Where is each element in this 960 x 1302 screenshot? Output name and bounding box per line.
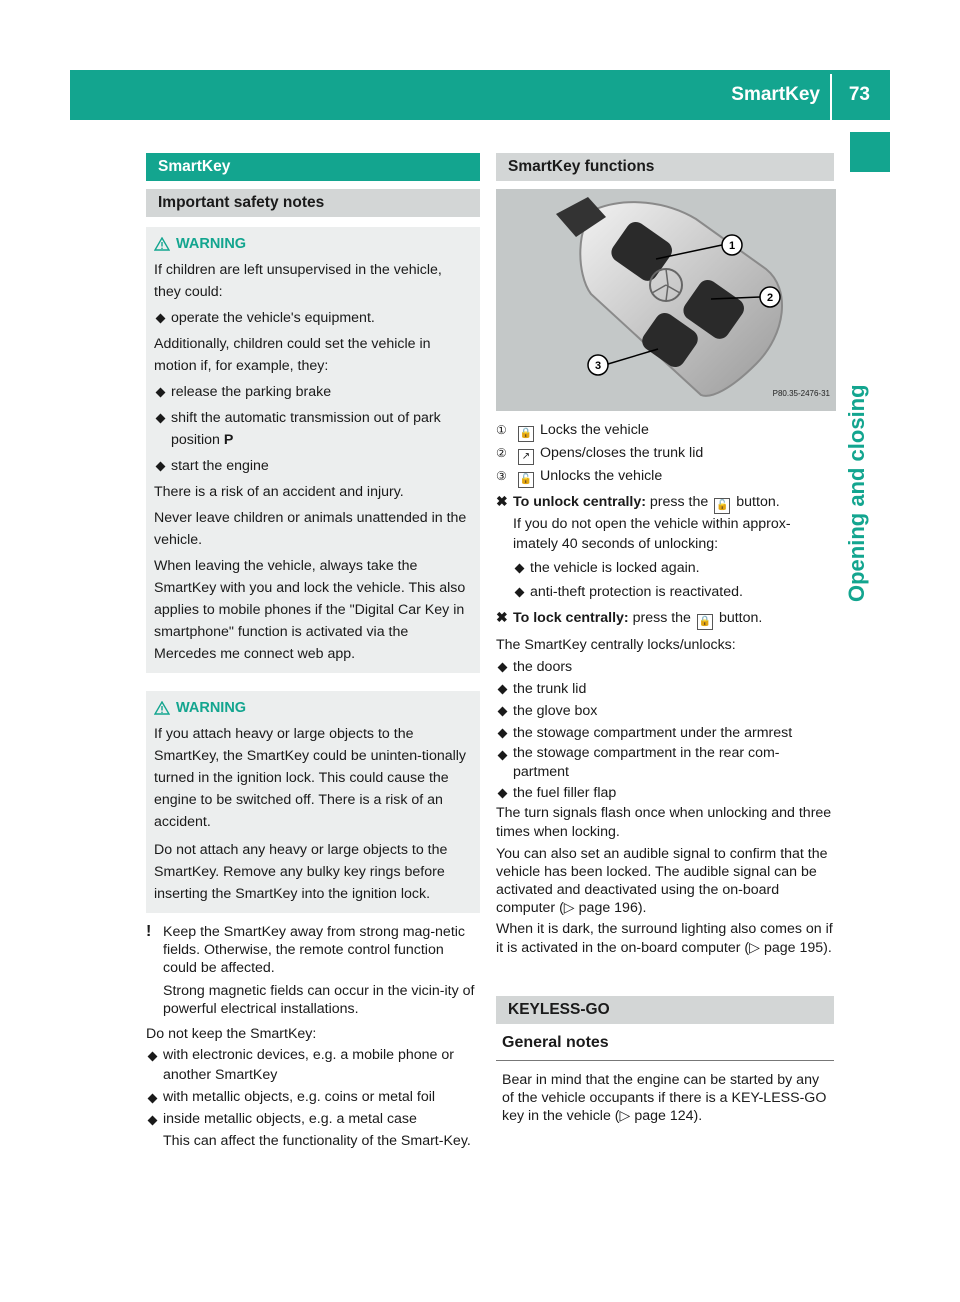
list-item: the trunk lid bbox=[496, 678, 834, 700]
chapter-tab bbox=[850, 132, 890, 172]
list-item: the glove box bbox=[496, 700, 834, 722]
list-item: the stowage compartment under the armrest bbox=[496, 722, 834, 744]
legend-item bbox=[496, 419, 834, 442]
instruction-text: button. bbox=[718, 610, 763, 626]
warning-heading bbox=[154, 697, 472, 719]
text: There is a risk of an accident and injury. bbox=[154, 484, 404, 500]
section-title-smartkey: SmartKey bbox=[146, 153, 480, 181]
text: Never leave children or animals unattended in the vehicle. bbox=[154, 510, 467, 548]
warning-icon bbox=[154, 701, 170, 715]
image-code: P80.35-2476-31 bbox=[772, 389, 830, 398]
legend-text: Opens/closes the trunk lid bbox=[540, 445, 704, 461]
list-item bbox=[154, 407, 472, 451]
text: The SmartKey centrally locks/unlocks: bbox=[496, 637, 736, 653]
page-header bbox=[70, 70, 890, 120]
chapter-label: Opening and closing bbox=[844, 384, 869, 602]
callout-1: 1 bbox=[728, 240, 736, 252]
text: If you attach heavy or large objects to the SmartKey, the SmartKey could be uninten-tionally turned in the ignition lock. This could cause the engine to be switched off. There is a risk of an accident. bbox=[154, 726, 467, 830]
header-divider bbox=[830, 74, 832, 120]
list-item: operate the vehicle's equipment. bbox=[154, 307, 472, 329]
arrow-icon: ✖ bbox=[496, 610, 508, 626]
section-title-smartkey-functions: SmartKey functions bbox=[496, 153, 834, 181]
list-item: the vehicle is locked again. bbox=[513, 557, 834, 579]
note-text: Keep the SmartKey away from strong mag-netic fields. Otherwise, the remote control function could be affected. bbox=[163, 924, 466, 976]
note-text: Strong magnetic fields can occur in the vicin-ity of powerful electrical installations. bbox=[163, 983, 475, 1017]
text: Do not attach any heavy or large objects to the SmartKey. Remove any bulky key rings before inserting the SmartKey into the ignition lock. bbox=[154, 842, 448, 902]
subsection-title-general-notes: General notes bbox=[502, 1034, 609, 1051]
trunk-icon: ↗ bbox=[518, 449, 534, 465]
instruction-text: button. bbox=[736, 494, 780, 510]
text: The turn signals flash once when unlocking and three times when locking. bbox=[496, 805, 832, 840]
instruction-title: To lock centrally: bbox=[513, 610, 629, 626]
text: This can affect the functionality of the Smart-Key. bbox=[163, 1133, 471, 1149]
text: If children are left unsupervised in the vehicle, they could: bbox=[154, 262, 442, 300]
instruction-text: press the bbox=[649, 494, 709, 510]
list-item: the stowage compartment in the rear com-partment bbox=[496, 744, 834, 782]
smartkey-illustration bbox=[496, 189, 836, 411]
legend-number: ② bbox=[496, 446, 507, 460]
list-item-text: shift the automatic transmission out of park position bbox=[171, 410, 441, 448]
header-title: SmartKey bbox=[731, 84, 820, 105]
lock-icon: 🔒 bbox=[697, 614, 713, 630]
text: You can also set an audible signal to confirm that the vehicle has been locked. The audible signal can be activated and deactivated using the on-board computer (▷ page 196). bbox=[496, 846, 828, 916]
text: Do not keep the SmartKey: bbox=[146, 1026, 317, 1042]
right-column bbox=[496, 153, 834, 1125]
legend-item bbox=[496, 465, 834, 488]
instruction-text: press the bbox=[632, 610, 691, 626]
instruction-lock bbox=[496, 607, 834, 630]
arrow-icon: ✖ bbox=[496, 494, 508, 510]
list-item: the fuel filler flap bbox=[496, 782, 834, 804]
callout-2: 2 bbox=[766, 292, 774, 304]
list-item: inside metallic objects, e.g. a metal case bbox=[146, 1109, 480, 1129]
instruction-title: To unlock centrally: bbox=[513, 494, 646, 510]
text: If you do not open the vehicle within approx-imately 40 seconds of unlocking: bbox=[513, 516, 791, 552]
legend-number: ① bbox=[496, 423, 507, 437]
list-item: with metallic objects, e.g. coins or metal foil bbox=[146, 1087, 480, 1107]
text: When it is dark, the surround lighting also comes on if it is activated in the on-board computer (▷ page 195). bbox=[496, 921, 833, 956]
note bbox=[146, 923, 480, 977]
left-column bbox=[146, 153, 480, 1151]
unlock-icon: 🔓 bbox=[518, 472, 534, 488]
warning-title: WARNING bbox=[176, 700, 247, 716]
unlock-icon: 🔓 bbox=[714, 498, 730, 514]
section-title-keyless-go: KEYLESS-GO bbox=[496, 996, 834, 1024]
list-item: the doors bbox=[496, 656, 834, 678]
legend-item bbox=[496, 442, 834, 465]
lock-icon: 🔒 bbox=[518, 426, 534, 442]
smartkey-drawing bbox=[496, 189, 834, 411]
text: Bear in mind that the engine can be started by any of the vehicle occupants if there is a KEY-LESS-GO key in the vehicle (▷ page 124). bbox=[502, 1072, 827, 1124]
note-icon: ! bbox=[146, 923, 152, 940]
text: When leaving the vehicle, always take the SmartKey with you and lock the vehicle. This also applies to mobile phones if the "Digital Car Key in smartphone" function is activated via the Mercedes me connect web app. bbox=[154, 558, 466, 662]
gear-position: P bbox=[223, 432, 234, 448]
list-item: release the parking brake bbox=[154, 381, 472, 403]
divider bbox=[496, 1060, 834, 1061]
warning-box-children bbox=[146, 227, 480, 673]
list-item: with electronic devices, e.g. a mobile phone or another SmartKey bbox=[146, 1045, 480, 1085]
callout-3: 3 bbox=[594, 360, 602, 372]
list-item: anti-theft protection is reactivated. bbox=[513, 581, 834, 603]
legend-text: Unlocks the vehicle bbox=[540, 468, 663, 484]
warning-title: WARNING bbox=[176, 236, 247, 252]
warning-heading bbox=[154, 233, 472, 255]
instruction-unlock bbox=[496, 491, 834, 514]
legend-text: Locks the vehicle bbox=[540, 422, 649, 438]
subsection-title-safety: Important safety notes bbox=[146, 189, 480, 217]
warning-icon bbox=[154, 237, 170, 251]
list-item: start the engine bbox=[154, 455, 472, 477]
text: Additionally, children could set the vehicle in motion if, for example, they: bbox=[154, 336, 431, 374]
legend-number: ③ bbox=[496, 469, 507, 483]
page-number: 73 bbox=[848, 84, 870, 105]
warning-box-objects bbox=[146, 691, 480, 913]
